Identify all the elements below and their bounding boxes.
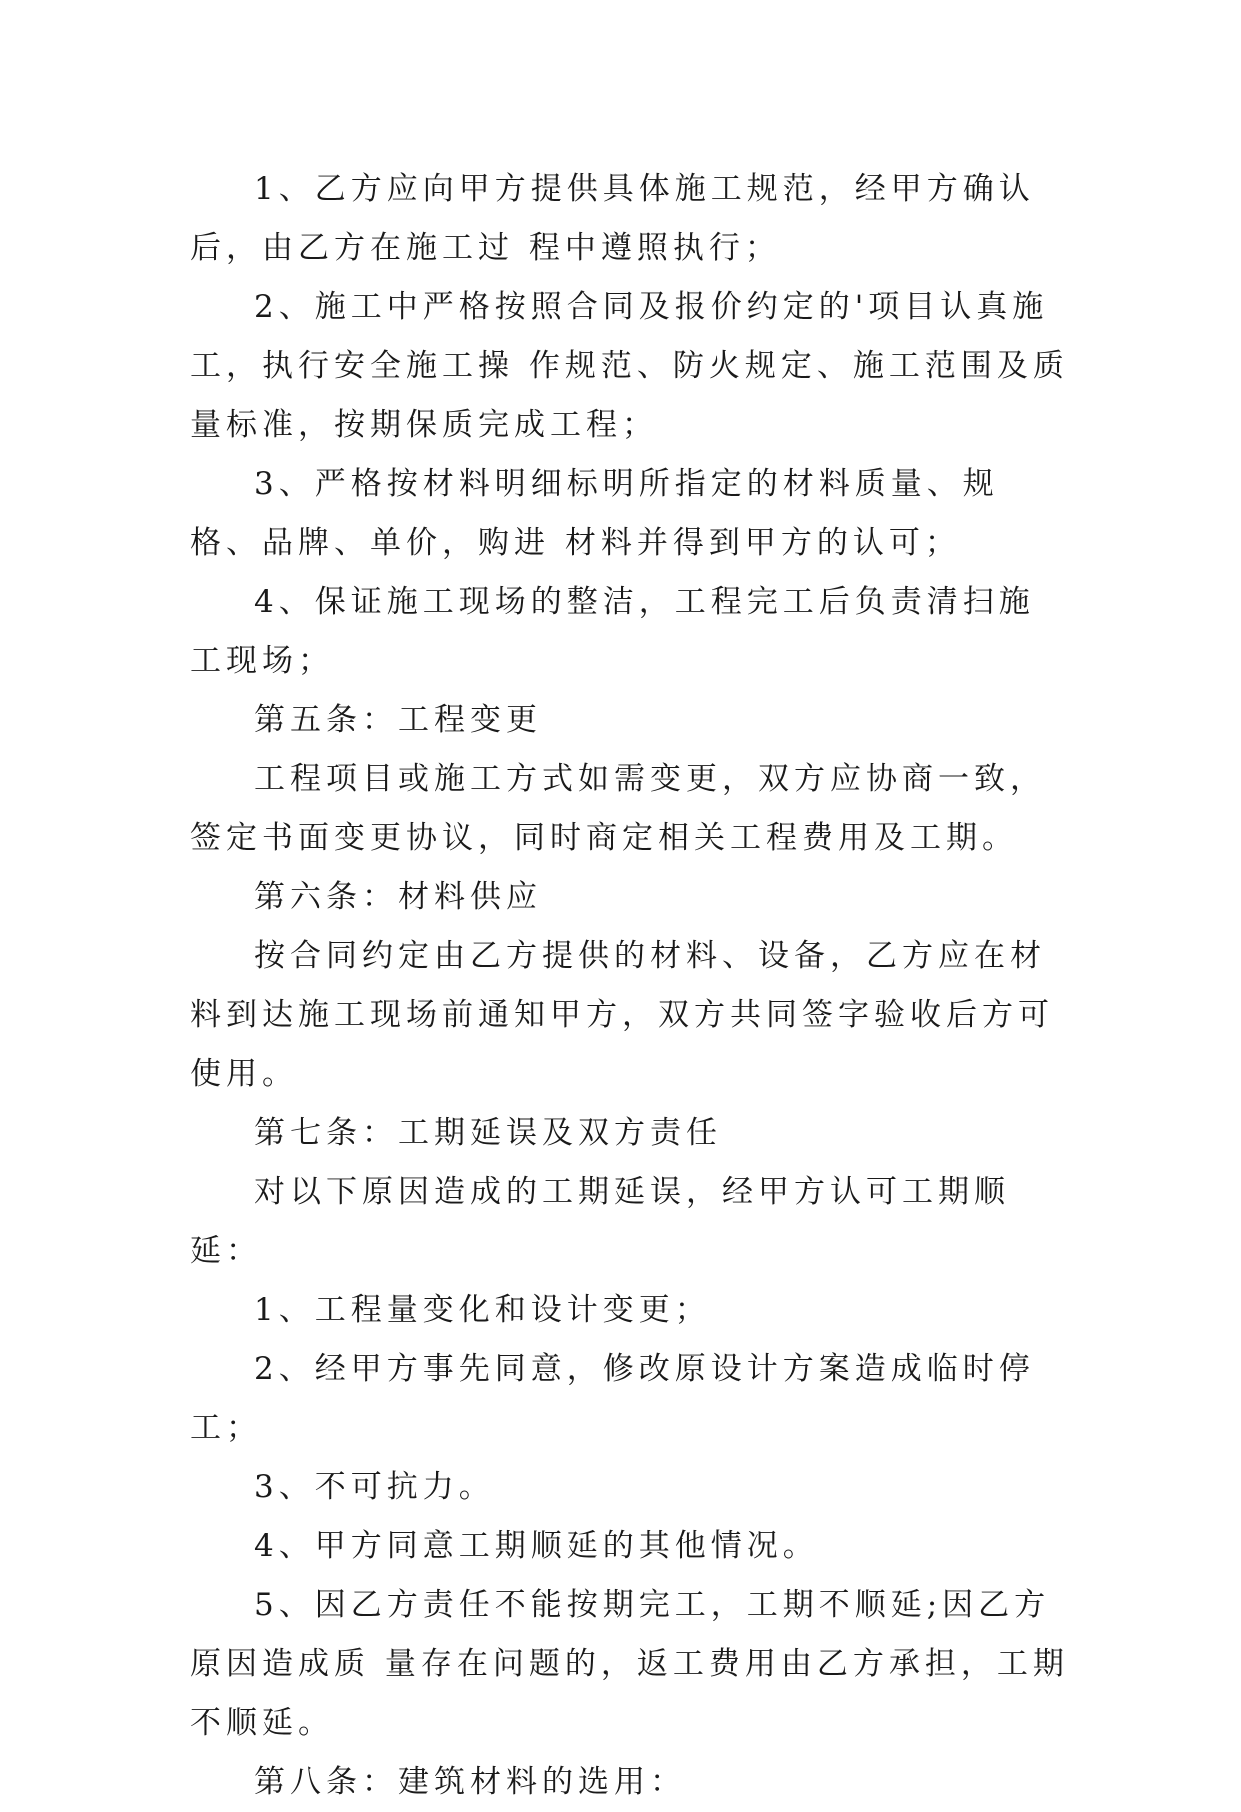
article-8-heading: 第八条：建筑材料的选用： [254, 1764, 686, 1800]
paragraph-4: 4、保证施工现场的整洁，工程完工后负责清扫施工现场； [190, 584, 1035, 679]
article-6-text: 按合同约定由乙方提供的材料、设备，乙方应在材料到达施工现场前通知甲方，双方共同签字验收后方可使用。 [190, 938, 1054, 1092]
paragraph-1: 1、乙方应向甲方提供具体施工规范，经甲方确认后，由乙方在施工过 程中遵照执行； [190, 171, 1035, 266]
article-7-heading: 第七条：工期延误及双方责任 [254, 1115, 722, 1151]
paragraph-2: 2、施工中严格按照合同及报价约定的'项目认真施工，执行安全施工操 作规范、防火规定、施工范围及质量标准，按期保质完成工程； [190, 289, 1069, 443]
article-5-heading: 第五条：工程变更 [254, 702, 542, 738]
article-6-heading: 第六条：材料供应 [254, 879, 542, 915]
article-7-intro: 对以下原因造成的工期延误，经甲方认可工期顺延： [190, 1174, 1010, 1269]
document-body [190, 160, 1070, 1812]
paragraph-3: 3、严格按材料明细标明所指定的材料质量、规格、品牌、单价，购进 材料并得到甲方的认可； [190, 466, 999, 561]
article-7-item-4: 4、甲方同意工期顺延的其他情况。 [254, 1528, 819, 1564]
article-7-item-1: 1、工程量变化和设计变更； [254, 1292, 711, 1328]
article-7-item-5: 5、因乙方责任不能按期完工，工期不顺延;因乙方原因造成质 量存在问题的，返工费用由乙方承担，工期不顺延。 [190, 1587, 1069, 1741]
article-7-item-3: 3、不可抗力。 [254, 1469, 495, 1505]
article-7-item-2: 2、经甲方事先同意，修改原设计方案造成临时停工； [190, 1351, 1035, 1446]
article-5-text: 工程项目或施工方式如需变更，双方应协商一致，签定书面变更协议，同时商定相关工程费用及工期。 [190, 761, 1046, 856]
